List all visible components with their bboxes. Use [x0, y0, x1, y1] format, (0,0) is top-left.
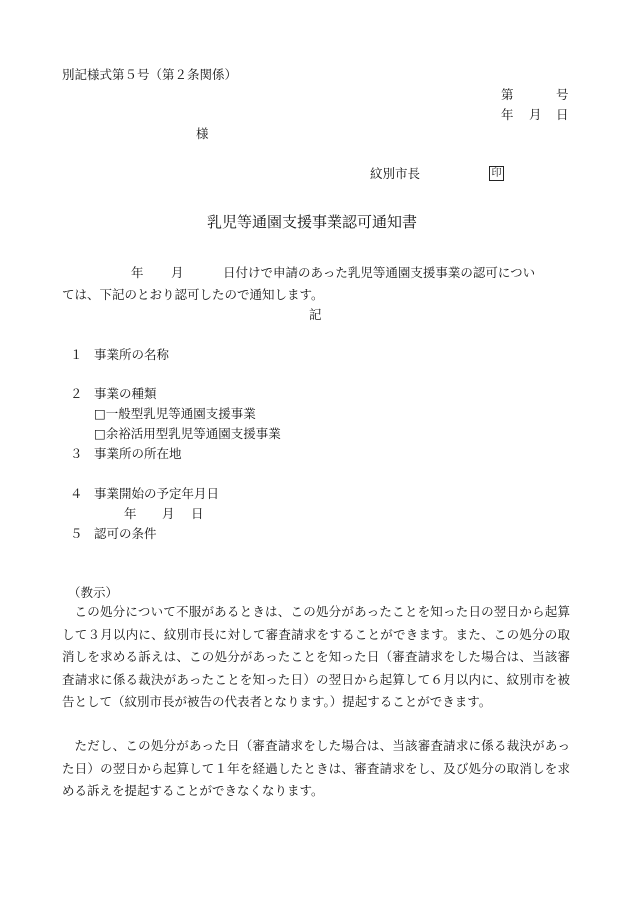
date-day: 日	[556, 107, 569, 122]
start-year: 年	[124, 506, 137, 521]
item-number: １	[70, 347, 83, 362]
number-prefix: 第	[501, 87, 514, 102]
item-number: ５	[70, 526, 83, 541]
item-label: 事業所の名称	[94, 347, 170, 362]
item-1	[62, 347, 169, 362]
item-number: ３	[70, 446, 83, 461]
item-label: 認可の条件	[94, 526, 157, 541]
notice-paragraph-2: ただし、この処分があった日（審査請求をした場合は、当該審査請求に係る裁決があった日）の翌日から起算して１年を経過したときは、審査請求をし、及び処分の取消しを求める訴えを提起することができなくなります。	[62, 738, 570, 798]
item-label: 事業開始の予定年月日	[94, 486, 220, 501]
item-label: 事業所の所在地	[94, 446, 182, 461]
item-4	[62, 486, 219, 501]
option-surplus-type: □余裕活用型乳児等通園支援事業	[94, 426, 281, 441]
item-2	[62, 386, 157, 401]
intro-month: 月	[171, 265, 184, 280]
item-number: ２	[70, 386, 83, 401]
intro-text-line1: 日付けで申請のあった乳児等通園支援事業の認可につい	[223, 265, 536, 280]
option-general-type: □一般型乳児等通園支援事業	[94, 406, 256, 421]
addressee-suffix: 様	[196, 126, 209, 141]
document-title: 乳児等通園支援事業認可通知書	[207, 213, 418, 231]
date-month: 月	[529, 107, 542, 122]
item-5	[62, 526, 157, 541]
number-suffix: 号	[556, 87, 569, 102]
item-label: 事業の種類	[94, 386, 157, 401]
ki-label: 記	[309, 307, 322, 322]
seal-mark: 印	[489, 166, 504, 181]
notice-paragraph-1: この処分について不服があるときは、この処分があったことを知った日の翌日から起算して３月以内に、紋別市長に対して審査請求をすることができます。また、この処分の取消しを求める訴えは、この処分があったことを知った日（審査請求をした場合は、当該審査請求に係る裁決があったことを知った日）の翌日から起算して６月以内に、紋別市を被告として（紋別市長が被告の代表者となります。）提起することができます。	[62, 604, 570, 709]
item-number: ４	[70, 486, 83, 501]
start-day: 日	[191, 506, 204, 521]
start-month: 月	[162, 506, 175, 521]
date-year: 年	[501, 107, 514, 122]
intro-text-line2: ては、下記のとおり認可したので通知します。	[62, 287, 324, 302]
item-3	[62, 446, 182, 461]
notice-heading: （教示）	[68, 585, 119, 600]
form-label: 別記様式第５号（第２条関係）	[62, 67, 238, 82]
issuer: 紋別市長	[370, 166, 421, 181]
intro-year: 年	[131, 265, 144, 280]
